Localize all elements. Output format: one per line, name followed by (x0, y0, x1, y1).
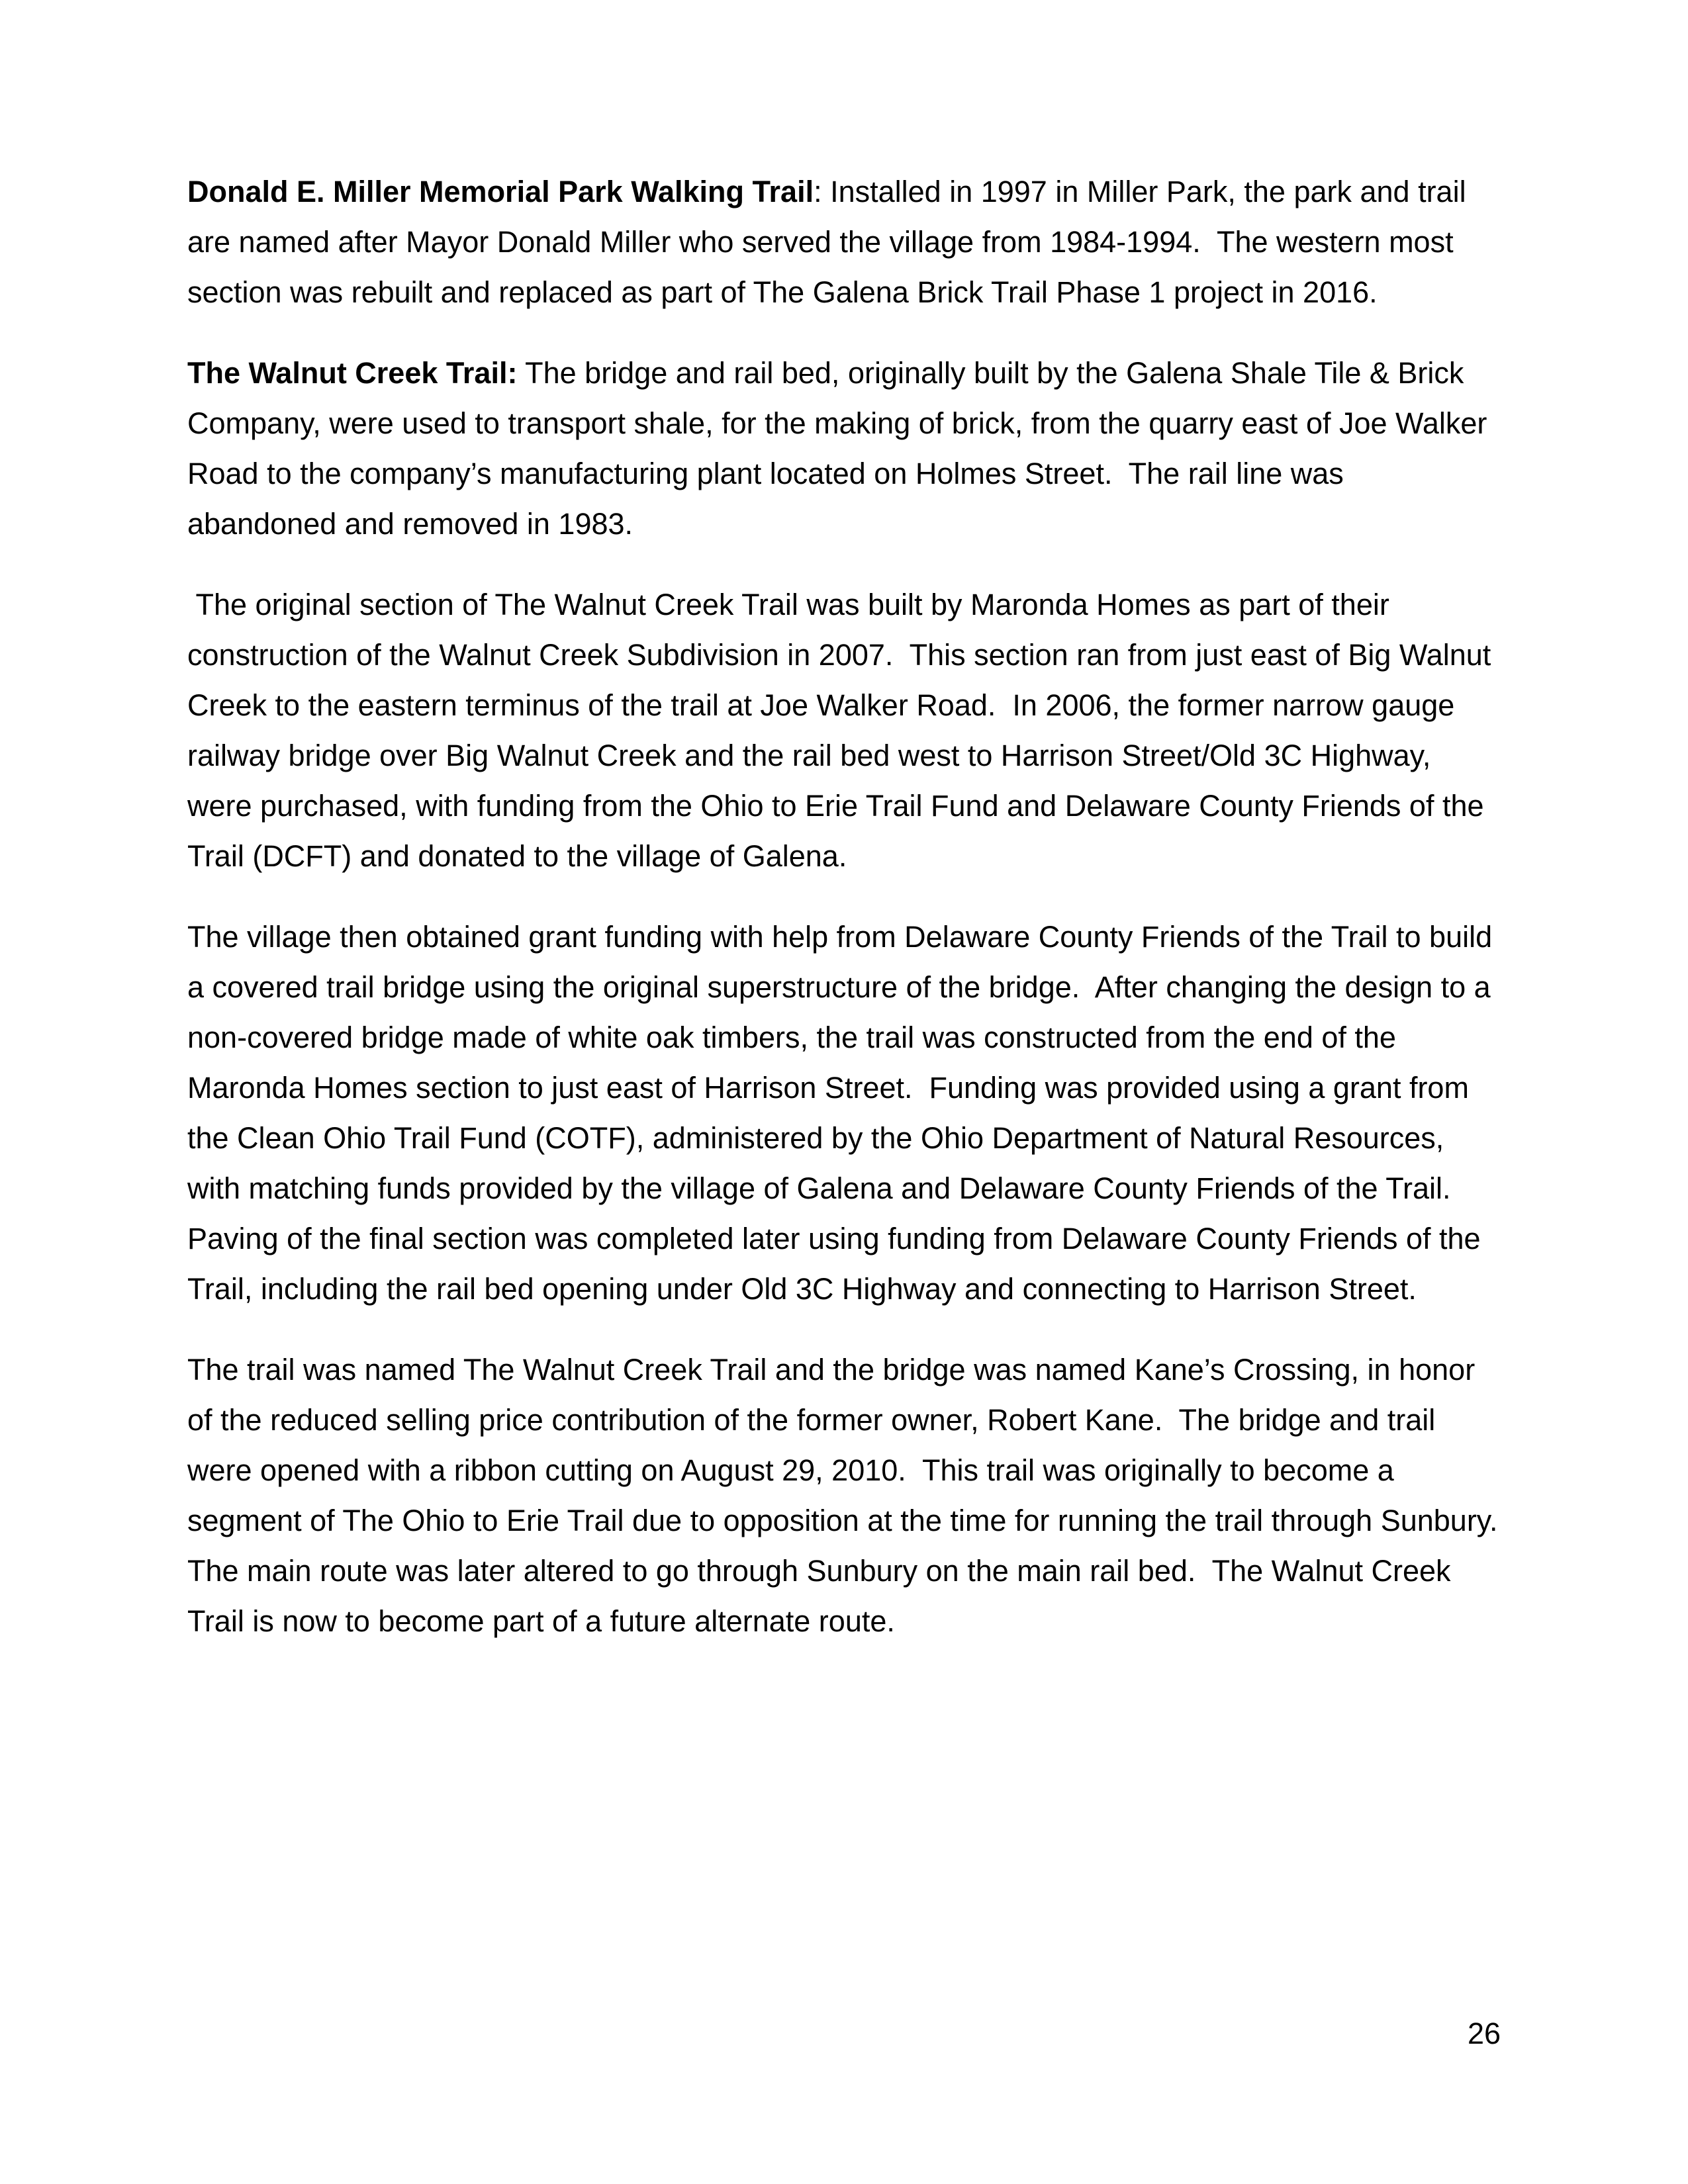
paragraph-body: The bridge and rail bed, originally built by the Galena Shale Tile & Brick Company, were used to transport shale, for the making of brick, from the quarry east of Joe Walker Road to the company’s manufacturing plant located on Holmes Street. The rail line was abandoned and removed in 1983. (187, 356, 1495, 541)
page-number: 26 (1467, 2017, 1501, 2050)
paragraph-miller-park-trail (187, 167, 1501, 318)
paragraph-original-section (187, 580, 1501, 882)
paragraph-lead: The Walnut Creek Trail: (187, 356, 518, 390)
paragraph-walnut-creek-trail (187, 348, 1501, 549)
paragraph-body: The trail was named The Walnut Creek Trail and the bridge was named Kane’s Crossing, in honor of the reduced selling price contribution of the former owner, Robert Kane. The bridge and trail were opened with a ribbon cutting on August 29, 2010. This trail was originally to become a segment of The Ohio to Erie Trail due to opposition at the time for running the trail through Sunbury. The main route was later altered to go through Sunbury on the main rail bed. The Walnut Creek Trail is now to become part of a future alternate route. (187, 1353, 1514, 1638)
paragraph-kanes-crossing (187, 1345, 1514, 1647)
paragraph-body: The original section of The Walnut Creek Trail was built by Maronda Homes as part of their construction of the Walnut Creek Subdivision in 2007. This section ran from just east of Big Walnut Creek to the eastern terminus of the trail at Joe Walker Road. In 2006, the former narrow gauge railway bridge over Big Walnut Creek and the rail bed west to Harrison Street/Old 3C Highway, were purchased, with funding from the Ohio to Erie Trail Fund and Delaware County Friends of the Trail (DCFT) and donated to the village of Galena. (187, 588, 1499, 873)
paragraph-body: The village then obtained grant funding with help from Delaware County Friends of the Trail to build a covered trail bridge using the original superstructure of the bridge. After changing the design to a non-covered bridge made of white oak timbers, the trail was constructed from the end of the Maronda Homes section to just east of Harrison Street. Funding was provided using a grant from the Clean Ohio Trail Fund (COTF), administered by the Ohio Department of Natural Resources, with matching funds provided by the village of Galena and Delaware County Friends of the Trail. Paving of the final section was completed later using funding from Delaware County Friends of the Trail, including the rail bed opening under Old 3C Highway and connecting to Harrison Street. (187, 920, 1501, 1306)
paragraph-body: : Installed in 1997 in Miller Park, the park and trail are named after Mayor Donald Miller who served the village from 1984-1994. The western most section was rebuilt and replaced as part of The Galena Brick Trail Phase 1 project in 2016. (187, 175, 1475, 309)
paragraph-lead: Donald E. Miller Memorial Park Walking Trail (187, 175, 814, 208)
paragraph-grant-funding (187, 912, 1501, 1314)
